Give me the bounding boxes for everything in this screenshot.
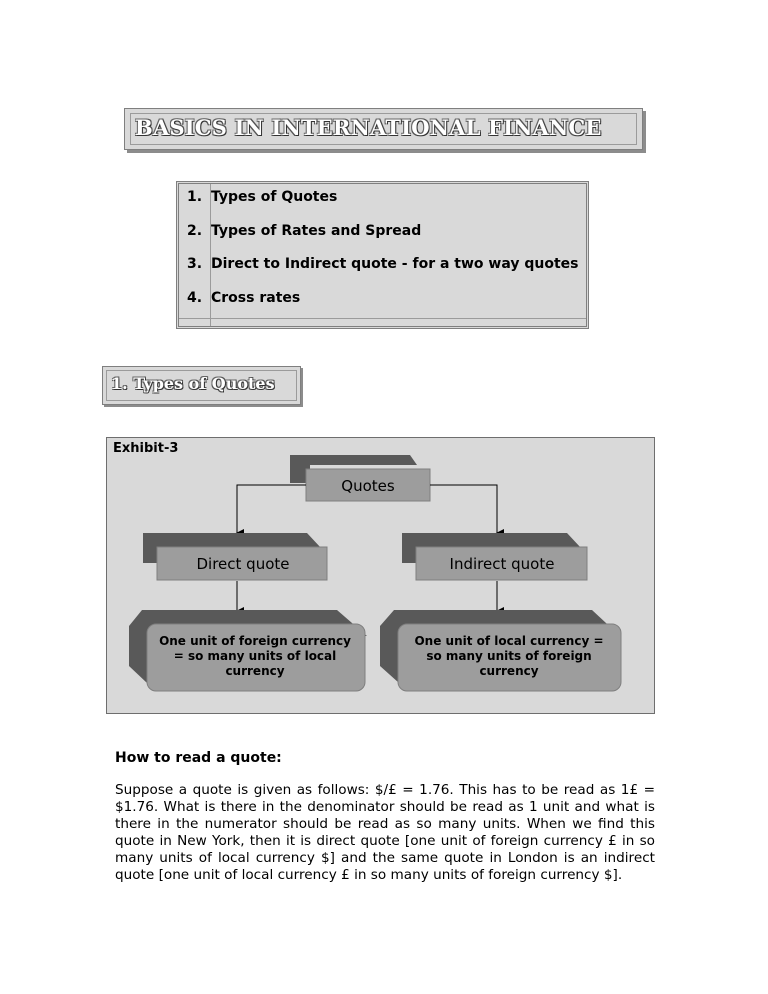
direct-desc-line: = so many units of local	[173, 649, 337, 663]
direct-desc-line: currency	[225, 664, 285, 678]
section-heading-box	[102, 366, 301, 405]
quotes-node	[290, 455, 430, 501]
indirect-quote-label: Indirect quote	[449, 555, 555, 573]
indirect-desc-line: currency	[479, 664, 539, 678]
how-to-read-heading: How to read a quote:	[115, 750, 282, 766]
direct-desc-line: One unit of foreign currency	[159, 634, 351, 648]
indirect-desc-line: so many units of foreign	[426, 649, 592, 663]
connector-right	[430, 485, 497, 533]
indirect-desc-line: One unit of local currency =	[414, 634, 604, 648]
toc-item: 3. Direct to Indirect quote - for a two way quotes	[187, 256, 579, 272]
quotes-diagram	[107, 438, 656, 715]
toc-item: 1. Types of Quotes	[187, 189, 338, 205]
document-title: BASICS IN INTERNATIONAL FINANCE	[135, 115, 602, 140]
exhibit-diagram	[106, 437, 655, 714]
direct-quote-label: Direct quote	[196, 555, 290, 573]
toc-item: 2. Types of Rates and Spread	[187, 222, 422, 239]
connector-left	[237, 485, 306, 533]
exhibit-label: Exhibit-3	[113, 441, 179, 456]
how-to-read-paragraph: Suppose a quote is given as follows: $/£ = 1.76. This has to be read as 1£ = $1.76. What is there in the denominator should be read as 1 unit and what is there in the numerator should be read as so many units. When we find this quote in New York, then it is direct quote [one unit of foreign currency £ in so many units of local currency $] and the same quote in London is an indirect quote [one unit of local currency £ in so many units of foreign currency $].	[115, 782, 655, 883]
indirect-quote-description	[380, 610, 621, 691]
direct-quote-description	[129, 610, 367, 691]
quotes-node-label: Quotes	[341, 477, 395, 495]
direct-quote-node	[143, 533, 327, 580]
document-title-box	[124, 108, 643, 150]
table-of-contents	[176, 181, 589, 329]
indirect-quote-node	[402, 533, 587, 580]
toc-item: 4. Cross rates	[187, 289, 301, 306]
section-heading: 1. Types of Quotes	[111, 374, 275, 393]
